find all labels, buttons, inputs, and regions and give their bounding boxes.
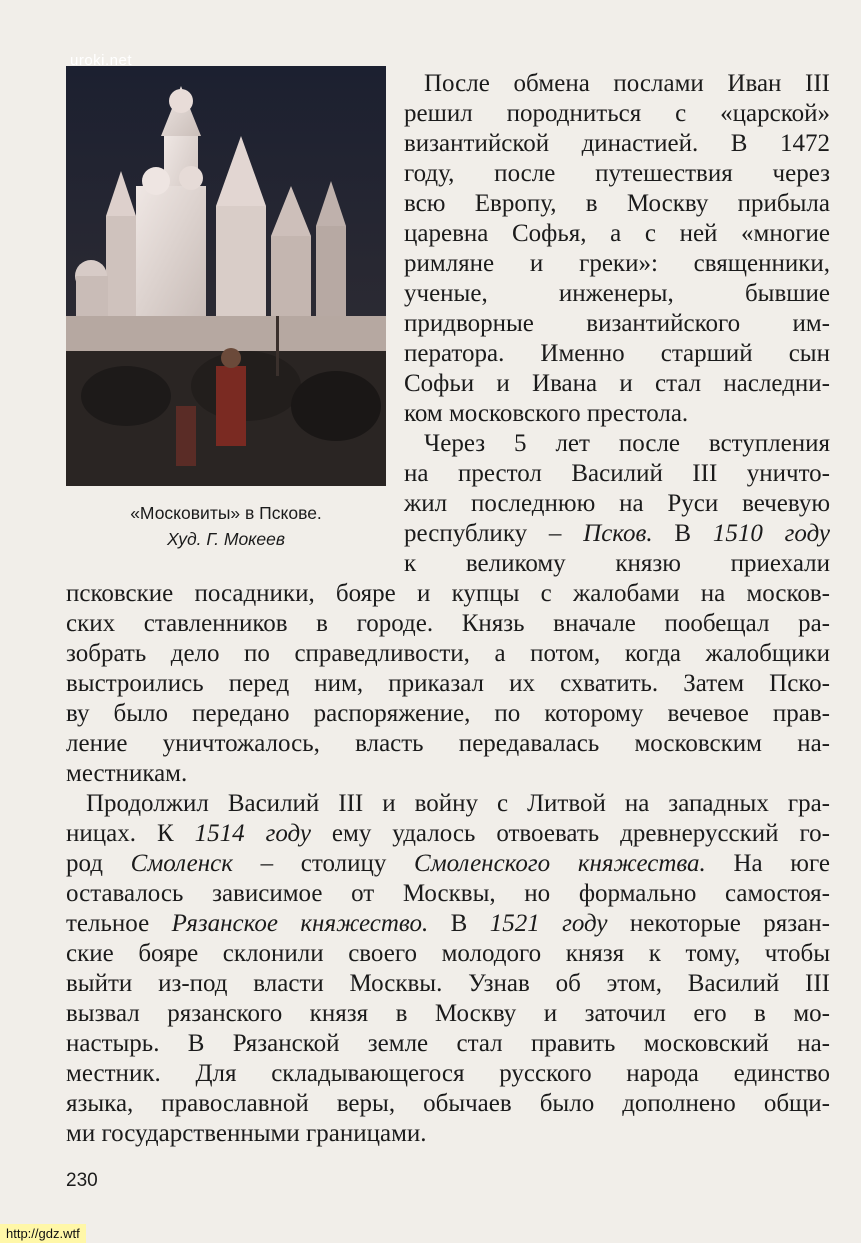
text-line: зобрать дело по справедливости, а потом, когда жалобщики bbox=[66, 640, 830, 667]
text-line bbox=[66, 818, 830, 850]
text-line: ми государственными границами. bbox=[66, 1120, 427, 1147]
text-line: псковские посадники, бояре и купцы с жалобами на москов- bbox=[66, 580, 830, 607]
text-span: род bbox=[66, 850, 131, 877]
text-span-italic: Смоленского княжества. bbox=[414, 850, 706, 877]
text-span: тельное bbox=[66, 910, 172, 937]
text-line bbox=[404, 518, 830, 550]
text-span: – столицу bbox=[232, 850, 415, 877]
text-span: ницах. К bbox=[66, 820, 195, 847]
text-line: Продолжил Василий III и войну с Литвой на западных гра- bbox=[86, 790, 830, 817]
text-line: ление уничтожалось, власть передавалась московским на- bbox=[66, 730, 830, 757]
text-line: ператора. Именно старший сын bbox=[404, 340, 830, 367]
text-line: местникам. bbox=[66, 760, 188, 787]
text-span: республику – bbox=[404, 520, 584, 547]
text-span: некоторые рязан- bbox=[607, 910, 830, 937]
page-number: 230 bbox=[66, 1170, 98, 1191]
text-line: ком московского престола. bbox=[404, 400, 689, 427]
text-line: жил последнюю на Руси вечевую bbox=[404, 490, 830, 517]
text-line: местник. Для складывающегося русского народа единство bbox=[66, 1060, 830, 1087]
text-line: ских ставленников в городе. Князь вначале пообещал ра- bbox=[66, 610, 830, 637]
text-line: После обмена послами Иван III bbox=[424, 70, 830, 97]
text-line: ские бояре склонили своего молодого князя к тому, чтобы bbox=[66, 940, 830, 967]
text-line: римляне и греки»: священники, bbox=[404, 250, 830, 277]
text-span: На юге bbox=[705, 850, 830, 877]
text-line: Через 5 лет после вступления bbox=[424, 430, 830, 457]
text-line: году, после путешествия через bbox=[404, 160, 830, 187]
text-line: вызвал рязанского князя в Москву и заточил его в мо- bbox=[66, 1000, 830, 1027]
text-line: оставалось зависимое от Москвы, но формально самостоя- bbox=[66, 880, 830, 907]
text-line: Софьи и Ивана и стал наследни- bbox=[404, 370, 830, 397]
text-span-italic: Псков. bbox=[583, 520, 653, 547]
caption-title: «Московиты» в Пскове. bbox=[130, 503, 322, 523]
text-line: на престол Василий III уничто- bbox=[404, 460, 830, 487]
text-line: настырь. В Рязанской земле стал править московский на- bbox=[66, 1030, 830, 1057]
caption-author: Худ. Г. Мокеев bbox=[166, 529, 286, 549]
text-line: ву было передано распоряжение, по которому вечевое прав- bbox=[66, 700, 830, 727]
text-span-italic: Рязанское княжество. bbox=[171, 910, 429, 937]
text-line bbox=[66, 848, 830, 880]
text-line: придворные византийского им- bbox=[404, 310, 830, 337]
watermark-top: uroki.net bbox=[70, 52, 133, 69]
watermark-bottom[interactable]: http://gdz.wtf bbox=[0, 1224, 86, 1243]
text-span-italic: 1510 году bbox=[712, 520, 830, 547]
text-line: всю Европу, в Москву прибыла bbox=[404, 190, 830, 217]
text-span-italic: 1521 году bbox=[489, 910, 608, 937]
text-line: выйти из-под власти Москвы. Узнав об этом, Василий III bbox=[66, 970, 830, 997]
text-span: В bbox=[428, 910, 490, 937]
text-line: царевна Софья, а с ней «многие bbox=[404, 220, 830, 247]
text-line bbox=[66, 908, 830, 940]
figure-caption bbox=[66, 500, 386, 552]
painting-figure bbox=[66, 66, 386, 486]
text-line: выстроились перед ним, приказал их схватить. Затем Пско- bbox=[66, 670, 830, 697]
text-span: В bbox=[652, 520, 713, 547]
text-line: решил породниться с «царской» bbox=[404, 100, 830, 127]
text-line: византийской династией. В 1472 bbox=[404, 130, 830, 157]
text-line: к великому князю приехали bbox=[404, 550, 830, 577]
text-line: ученые, инженеры, бывшие bbox=[404, 280, 830, 307]
text-span: ему удалось отвоевать древнерусский го- bbox=[310, 820, 830, 847]
text-span-italic: Смоленск bbox=[130, 850, 233, 877]
painting-image bbox=[66, 66, 386, 486]
text-line: языка, православной веры, обычаев было дополнено общи- bbox=[66, 1090, 830, 1117]
text-span-italic: 1514 году bbox=[194, 820, 311, 847]
